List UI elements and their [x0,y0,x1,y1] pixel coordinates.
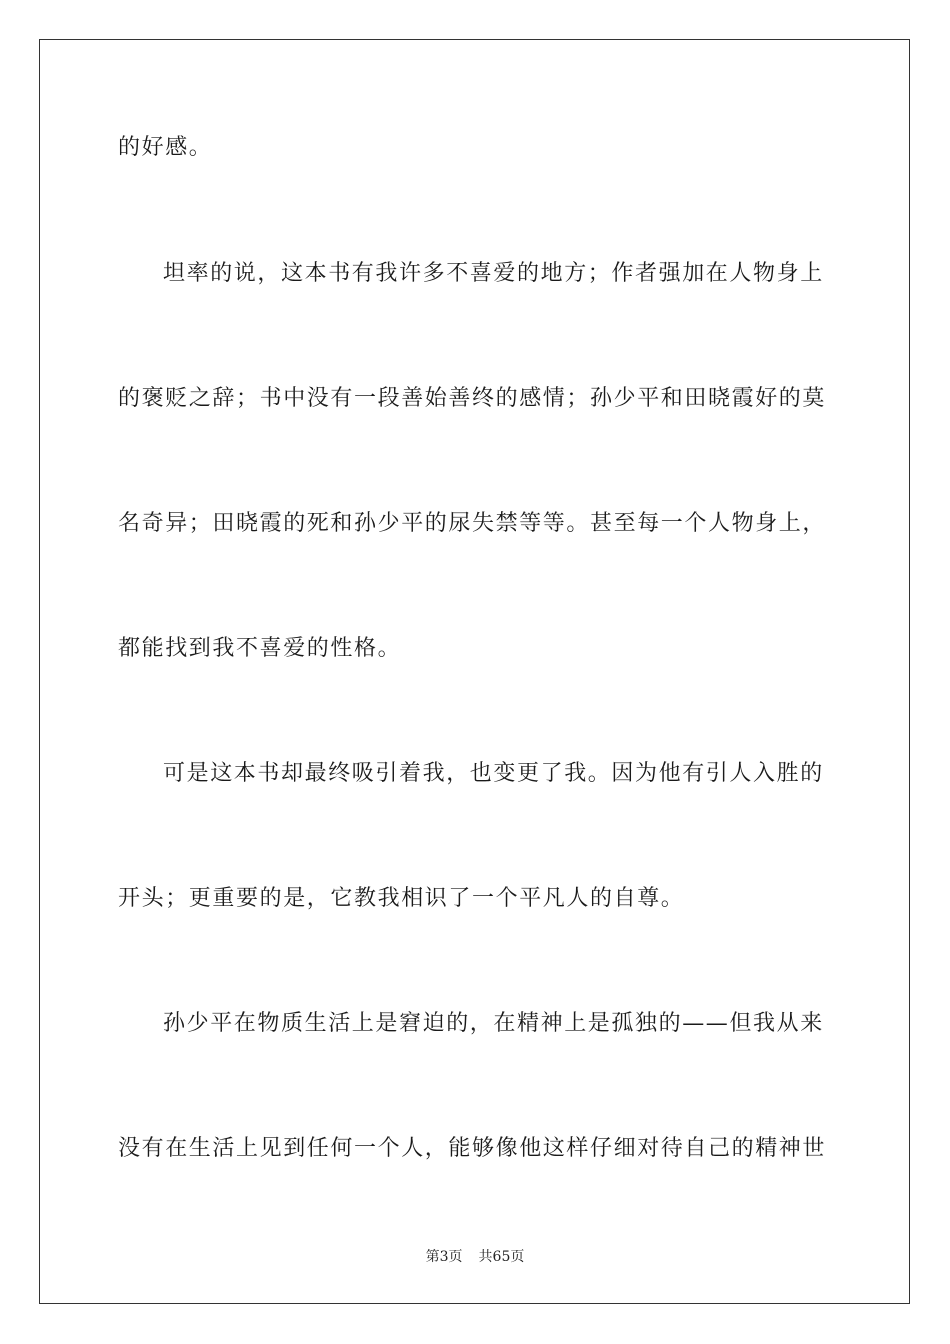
page-footer [0,1248,950,1266]
text-line: 开头；更重要的是，它教我相识了一个平凡人的自尊。 [118,886,685,911]
page-border [39,39,910,1304]
page-number: 第3页 [425,1249,463,1265]
paragraph-start-line: 坦率的说，这本书有我许多不喜爱的地方；作者强加在人物身上 [163,261,824,286]
text-line: 的褒贬之辞；书中没有一段善始善终的感情；孙少平和田晓霞好的莫 [118,386,827,411]
paragraph-start-line: 孙少平在物质生活上是窘迫的，在精神上是孤独的——但我从来 [163,1011,824,1036]
text-line: 没有在生活上见到任何一个人，能够像他这样仔细对待自己的精神世 [118,1136,827,1161]
page-total: 共65页 [478,1249,525,1265]
text-line: 的好感。 [118,135,213,160]
text-line: 名奇异；田晓霞的死和孙少平的尿失禁等等。甚至每一个人物身上， [118,511,827,536]
paragraph-start-line: 可是这本书却最终吸引着我，也变更了我。因为他有引人入胜的 [163,761,824,786]
text-line: 都能找到我不喜爱的性格。 [118,636,402,661]
